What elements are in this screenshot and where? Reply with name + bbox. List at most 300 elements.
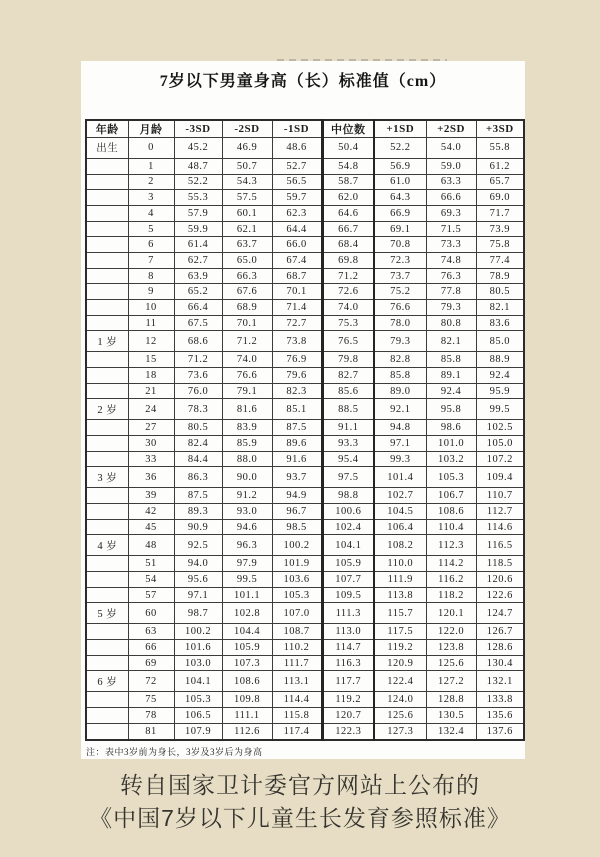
age-cell: 出生 bbox=[86, 138, 128, 159]
value-cell: 57.9 bbox=[174, 205, 222, 221]
document-paper bbox=[81, 61, 525, 759]
age-cell bbox=[86, 315, 128, 331]
value-cell: 89.3 bbox=[174, 504, 222, 520]
value-cell: 89.1 bbox=[426, 368, 476, 384]
value-cell: 95.9 bbox=[476, 383, 524, 399]
age-cell bbox=[86, 300, 128, 316]
table-body bbox=[86, 138, 524, 741]
value-cell: 66.9 bbox=[374, 205, 426, 221]
value-cell: 132.1 bbox=[476, 671, 524, 692]
median-cell: 109.5 bbox=[322, 587, 374, 603]
median-cell: 111.3 bbox=[322, 603, 374, 624]
value-cell: 66.4 bbox=[174, 300, 222, 316]
month-cell: 69 bbox=[128, 655, 174, 671]
value-cell: 112.7 bbox=[476, 504, 524, 520]
value-cell: 61.0 bbox=[374, 174, 426, 190]
table-row bbox=[86, 488, 524, 504]
value-cell: 105.9 bbox=[222, 640, 272, 656]
month-cell: 66 bbox=[128, 640, 174, 656]
table-row bbox=[86, 692, 524, 708]
value-cell: 56.9 bbox=[374, 158, 426, 174]
value-cell: 93.7 bbox=[272, 467, 322, 488]
value-cell: 62.3 bbox=[272, 205, 322, 221]
median-cell: 69.8 bbox=[322, 253, 374, 269]
value-cell: 76.9 bbox=[272, 352, 322, 368]
value-cell: 101.1 bbox=[222, 587, 272, 603]
value-cell: 48.7 bbox=[174, 158, 222, 174]
table-row bbox=[86, 467, 524, 488]
age-cell bbox=[86, 723, 128, 740]
value-cell: 96.7 bbox=[272, 504, 322, 520]
table-row bbox=[86, 655, 524, 671]
value-cell: 52.7 bbox=[272, 158, 322, 174]
value-cell: 94.8 bbox=[374, 420, 426, 436]
age-cell: 2 岁 bbox=[86, 399, 128, 420]
value-cell: 102.8 bbox=[222, 603, 272, 624]
value-cell: 95.8 bbox=[426, 399, 476, 420]
value-cell: 101.9 bbox=[272, 556, 322, 572]
value-cell: 75.2 bbox=[374, 284, 426, 300]
month-cell: 48 bbox=[128, 535, 174, 556]
age-cell bbox=[86, 158, 128, 174]
value-cell: 109.8 bbox=[222, 692, 272, 708]
column-header-plus3sd: +3SD bbox=[476, 120, 524, 138]
value-cell: 56.5 bbox=[272, 174, 322, 190]
table-row bbox=[86, 671, 524, 692]
value-cell: 73.7 bbox=[374, 268, 426, 284]
value-cell: 117.4 bbox=[272, 723, 322, 740]
table-row bbox=[86, 268, 524, 284]
value-cell: 80.5 bbox=[476, 284, 524, 300]
value-cell: 102.5 bbox=[476, 420, 524, 436]
value-cell: 137.6 bbox=[476, 723, 524, 740]
table-row bbox=[86, 504, 524, 520]
value-cell: 72.3 bbox=[374, 253, 426, 269]
value-cell: 59.9 bbox=[174, 221, 222, 237]
value-cell: 91.6 bbox=[272, 451, 322, 467]
month-cell: 10 bbox=[128, 300, 174, 316]
median-cell: 117.7 bbox=[322, 671, 374, 692]
median-cell: 75.3 bbox=[322, 315, 374, 331]
value-cell: 115.8 bbox=[272, 708, 322, 724]
median-cell: 82.7 bbox=[322, 368, 374, 384]
value-cell: 104.4 bbox=[222, 624, 272, 640]
value-cell: 107.3 bbox=[222, 655, 272, 671]
value-cell: 113.1 bbox=[272, 671, 322, 692]
month-cell: 3 bbox=[128, 190, 174, 206]
median-cell: 91.1 bbox=[322, 420, 374, 436]
value-cell: 118.5 bbox=[476, 556, 524, 572]
value-cell: 101.4 bbox=[374, 467, 426, 488]
value-cell: 76.3 bbox=[426, 268, 476, 284]
month-cell: 11 bbox=[128, 315, 174, 331]
month-cell: 24 bbox=[128, 399, 174, 420]
age-cell bbox=[86, 383, 128, 399]
value-cell: 127.3 bbox=[374, 723, 426, 740]
value-cell: 70.1 bbox=[222, 315, 272, 331]
value-cell: 87.5 bbox=[174, 488, 222, 504]
median-cell: 95.4 bbox=[322, 451, 374, 467]
value-cell: 74.0 bbox=[222, 352, 272, 368]
value-cell: 70.8 bbox=[374, 237, 426, 253]
value-cell: 96.3 bbox=[222, 535, 272, 556]
month-cell: 2 bbox=[128, 174, 174, 190]
column-header-minus3sd: -3SD bbox=[174, 120, 222, 138]
value-cell: 67.4 bbox=[272, 253, 322, 269]
value-cell: 100.2 bbox=[174, 624, 222, 640]
value-cell: 77.8 bbox=[426, 284, 476, 300]
month-cell: 72 bbox=[128, 671, 174, 692]
table-title: 7岁以下男童身高（长）标准值（cm） bbox=[159, 73, 447, 90]
table-note: 注：表中3岁前为身长，3岁及3岁后为身高 bbox=[86, 747, 263, 757]
value-cell: 64.4 bbox=[272, 221, 322, 237]
value-cell: 97.1 bbox=[174, 587, 222, 603]
value-cell: 75.8 bbox=[476, 237, 524, 253]
value-cell: 66.0 bbox=[272, 237, 322, 253]
value-cell: 80.5 bbox=[174, 420, 222, 436]
value-cell: 112.6 bbox=[222, 723, 272, 740]
value-cell: 54.0 bbox=[426, 138, 476, 159]
value-cell: 99.5 bbox=[222, 572, 272, 588]
median-cell: 102.4 bbox=[322, 519, 374, 535]
table-row bbox=[86, 708, 524, 724]
age-cell bbox=[86, 352, 128, 368]
value-cell: 85.9 bbox=[222, 436, 272, 452]
value-cell: 106.4 bbox=[374, 519, 426, 535]
value-cell: 79.3 bbox=[374, 331, 426, 352]
column-header-age: 年龄 bbox=[86, 120, 128, 138]
value-cell: 92.4 bbox=[476, 368, 524, 384]
value-cell: 103.0 bbox=[174, 655, 222, 671]
table-row bbox=[86, 331, 524, 352]
median-cell: 98.8 bbox=[322, 488, 374, 504]
table-row bbox=[86, 399, 524, 420]
value-cell: 88.0 bbox=[222, 451, 272, 467]
median-cell: 88.5 bbox=[322, 399, 374, 420]
value-cell: 98.5 bbox=[272, 519, 322, 535]
month-cell: 9 bbox=[128, 284, 174, 300]
value-cell: 114.2 bbox=[426, 556, 476, 572]
age-cell bbox=[86, 174, 128, 190]
value-cell: 78.0 bbox=[374, 315, 426, 331]
value-cell: 103.2 bbox=[426, 451, 476, 467]
value-cell: 114.6 bbox=[476, 519, 524, 535]
age-cell bbox=[86, 556, 128, 572]
value-cell: 114.4 bbox=[272, 692, 322, 708]
value-cell: 68.6 bbox=[174, 331, 222, 352]
value-cell: 67.5 bbox=[174, 315, 222, 331]
median-cell: 104.1 bbox=[322, 535, 374, 556]
median-cell: 114.7 bbox=[322, 640, 374, 656]
value-cell: 67.6 bbox=[222, 284, 272, 300]
table-row bbox=[86, 237, 524, 253]
age-cell bbox=[86, 624, 128, 640]
age-cell bbox=[86, 655, 128, 671]
month-cell: 45 bbox=[128, 519, 174, 535]
median-cell: 120.7 bbox=[322, 708, 374, 724]
value-cell: 79.3 bbox=[426, 300, 476, 316]
value-cell: 68.9 bbox=[222, 300, 272, 316]
value-cell: 120.6 bbox=[476, 572, 524, 588]
value-cell: 71.4 bbox=[272, 300, 322, 316]
table-row bbox=[86, 368, 524, 384]
value-cell: 89.0 bbox=[374, 383, 426, 399]
value-cell: 62.1 bbox=[222, 221, 272, 237]
median-cell: 79.8 bbox=[322, 352, 374, 368]
value-cell: 69.3 bbox=[426, 205, 476, 221]
value-cell: 120.9 bbox=[374, 655, 426, 671]
column-header-month: 月龄 bbox=[128, 120, 174, 138]
median-cell: 100.6 bbox=[322, 504, 374, 520]
value-cell: 108.6 bbox=[222, 671, 272, 692]
value-cell: 71.5 bbox=[426, 221, 476, 237]
value-cell: 63.7 bbox=[222, 237, 272, 253]
month-cell: 75 bbox=[128, 692, 174, 708]
age-cell bbox=[86, 190, 128, 206]
value-cell: 118.2 bbox=[426, 587, 476, 603]
age-cell bbox=[86, 640, 128, 656]
value-cell: 104.5 bbox=[374, 504, 426, 520]
value-cell: 80.8 bbox=[426, 315, 476, 331]
value-cell: 115.7 bbox=[374, 603, 426, 624]
value-cell: 107.0 bbox=[272, 603, 322, 624]
month-cell: 1 bbox=[128, 158, 174, 174]
value-cell: 82.1 bbox=[426, 331, 476, 352]
value-cell: 110.2 bbox=[272, 640, 322, 656]
value-cell: 81.6 bbox=[222, 399, 272, 420]
month-cell: 78 bbox=[128, 708, 174, 724]
value-cell: 82.4 bbox=[174, 436, 222, 452]
month-cell: 57 bbox=[128, 587, 174, 603]
value-cell: 69.0 bbox=[476, 190, 524, 206]
value-cell: 99.5 bbox=[476, 399, 524, 420]
age-cell: 5 岁 bbox=[86, 603, 128, 624]
value-cell: 126.7 bbox=[476, 624, 524, 640]
median-cell: 93.3 bbox=[322, 436, 374, 452]
value-cell: 88.9 bbox=[476, 352, 524, 368]
value-cell: 63.9 bbox=[174, 268, 222, 284]
value-cell: 104.1 bbox=[174, 671, 222, 692]
value-cell: 72.7 bbox=[272, 315, 322, 331]
value-cell: 106.7 bbox=[426, 488, 476, 504]
table-row bbox=[86, 205, 524, 221]
month-cell: 4 bbox=[128, 205, 174, 221]
table-row bbox=[86, 383, 524, 399]
value-cell: 85.1 bbox=[272, 399, 322, 420]
value-cell: 125.6 bbox=[374, 708, 426, 724]
age-cell: 1 岁 bbox=[86, 331, 128, 352]
table-row bbox=[86, 158, 524, 174]
value-cell: 93.0 bbox=[222, 504, 272, 520]
age-cell bbox=[86, 572, 128, 588]
median-cell: 107.7 bbox=[322, 572, 374, 588]
age-cell bbox=[86, 268, 128, 284]
table-row bbox=[86, 221, 524, 237]
value-cell: 79.6 bbox=[272, 368, 322, 384]
age-cell bbox=[86, 692, 128, 708]
value-cell: 116.2 bbox=[426, 572, 476, 588]
value-cell: 106.5 bbox=[174, 708, 222, 724]
caption bbox=[0, 769, 600, 835]
value-cell: 54.3 bbox=[222, 174, 272, 190]
value-cell: 46.9 bbox=[222, 138, 272, 159]
value-cell: 113.8 bbox=[374, 587, 426, 603]
age-cell: 4 岁 bbox=[86, 535, 128, 556]
value-cell: 133.8 bbox=[476, 692, 524, 708]
age-cell bbox=[86, 221, 128, 237]
age-cell: 3 岁 bbox=[86, 467, 128, 488]
value-cell: 69.1 bbox=[374, 221, 426, 237]
median-cell: 54.8 bbox=[322, 158, 374, 174]
value-cell: 85.8 bbox=[374, 368, 426, 384]
median-cell: 97.5 bbox=[322, 467, 374, 488]
value-cell: 91.2 bbox=[222, 488, 272, 504]
value-cell: 108.6 bbox=[426, 504, 476, 520]
table-row bbox=[86, 436, 524, 452]
value-cell: 94.0 bbox=[174, 556, 222, 572]
value-cell: 90.0 bbox=[222, 467, 272, 488]
value-cell: 60.1 bbox=[222, 205, 272, 221]
month-cell: 81 bbox=[128, 723, 174, 740]
value-cell: 119.2 bbox=[374, 640, 426, 656]
value-cell: 128.6 bbox=[476, 640, 524, 656]
month-cell: 54 bbox=[128, 572, 174, 588]
month-cell: 27 bbox=[128, 420, 174, 436]
value-cell: 63.3 bbox=[426, 174, 476, 190]
value-cell: 66.6 bbox=[426, 190, 476, 206]
value-cell: 124.0 bbox=[374, 692, 426, 708]
table-row bbox=[86, 556, 524, 572]
value-cell: 76.0 bbox=[174, 383, 222, 399]
month-cell: 7 bbox=[128, 253, 174, 269]
caption-line-1: 转自国家卫计委官方网站上公布的 bbox=[120, 772, 480, 798]
value-cell: 78.3 bbox=[174, 399, 222, 420]
table-row bbox=[86, 253, 524, 269]
value-cell: 87.5 bbox=[272, 420, 322, 436]
value-cell: 73.9 bbox=[476, 221, 524, 237]
table-row bbox=[86, 603, 524, 624]
value-cell: 108.2 bbox=[374, 535, 426, 556]
table-row bbox=[86, 535, 524, 556]
value-cell: 65.0 bbox=[222, 253, 272, 269]
value-cell: 122.4 bbox=[374, 671, 426, 692]
value-cell: 70.1 bbox=[272, 284, 322, 300]
age-cell: 6 岁 bbox=[86, 671, 128, 692]
value-cell: 94.6 bbox=[222, 519, 272, 535]
age-cell bbox=[86, 488, 128, 504]
value-cell: 55.3 bbox=[174, 190, 222, 206]
value-cell: 107.2 bbox=[476, 451, 524, 467]
value-cell: 73.3 bbox=[426, 237, 476, 253]
median-cell: 85.6 bbox=[322, 383, 374, 399]
median-cell: 105.9 bbox=[322, 556, 374, 572]
value-cell: 110.0 bbox=[374, 556, 426, 572]
value-cell: 65.2 bbox=[174, 284, 222, 300]
table-header-row bbox=[86, 120, 524, 138]
value-cell: 45.2 bbox=[174, 138, 222, 159]
value-cell: 82.3 bbox=[272, 383, 322, 399]
median-cell: 58.7 bbox=[322, 174, 374, 190]
value-cell: 110.7 bbox=[476, 488, 524, 504]
value-cell: 127.2 bbox=[426, 671, 476, 692]
age-cell bbox=[86, 708, 128, 724]
value-cell: 92.5 bbox=[174, 535, 222, 556]
month-cell: 63 bbox=[128, 624, 174, 640]
median-cell: 64.6 bbox=[322, 205, 374, 221]
month-cell: 30 bbox=[128, 436, 174, 452]
column-header-median: 中位数 bbox=[322, 120, 374, 138]
median-cell: 68.4 bbox=[322, 237, 374, 253]
age-cell bbox=[86, 587, 128, 603]
value-cell: 62.7 bbox=[174, 253, 222, 269]
month-cell: 12 bbox=[128, 331, 174, 352]
median-cell: 72.6 bbox=[322, 284, 374, 300]
height-standard-table bbox=[85, 119, 525, 741]
median-cell: 71.2 bbox=[322, 268, 374, 284]
age-cell bbox=[86, 205, 128, 221]
table-row bbox=[86, 138, 524, 159]
caption-line-2: 《中国7岁以下儿童生长发育参照标准》 bbox=[89, 805, 511, 831]
table-row bbox=[86, 451, 524, 467]
age-cell bbox=[86, 237, 128, 253]
value-cell: 59.0 bbox=[426, 158, 476, 174]
value-cell: 65.7 bbox=[476, 174, 524, 190]
value-cell: 122.6 bbox=[476, 587, 524, 603]
column-header-plus1sd: +1SD bbox=[374, 120, 426, 138]
value-cell: 116.5 bbox=[476, 535, 524, 556]
median-cell: 66.7 bbox=[322, 221, 374, 237]
value-cell: 59.7 bbox=[272, 190, 322, 206]
value-cell: 92.1 bbox=[374, 399, 426, 420]
value-cell: 111.9 bbox=[374, 572, 426, 588]
value-cell: 82.1 bbox=[476, 300, 524, 316]
age-cell bbox=[86, 504, 128, 520]
age-cell bbox=[86, 420, 128, 436]
value-cell: 71.2 bbox=[174, 352, 222, 368]
table-row bbox=[86, 624, 524, 640]
value-cell: 98.6 bbox=[426, 420, 476, 436]
table-row bbox=[86, 640, 524, 656]
value-cell: 55.8 bbox=[476, 138, 524, 159]
value-cell: 132.4 bbox=[426, 723, 476, 740]
value-cell: 64.3 bbox=[374, 190, 426, 206]
value-cell: 110.4 bbox=[426, 519, 476, 535]
value-cell: 105.3 bbox=[426, 467, 476, 488]
table-row bbox=[86, 420, 524, 436]
value-cell: 98.7 bbox=[174, 603, 222, 624]
value-cell: 97.1 bbox=[374, 436, 426, 452]
value-cell: 112.3 bbox=[426, 535, 476, 556]
column-header-minus1sd: -1SD bbox=[272, 120, 322, 138]
table-row bbox=[86, 300, 524, 316]
table-row bbox=[86, 587, 524, 603]
value-cell: 90.9 bbox=[174, 519, 222, 535]
month-cell: 39 bbox=[128, 488, 174, 504]
value-cell: 130.4 bbox=[476, 655, 524, 671]
table-row bbox=[86, 519, 524, 535]
value-cell: 107.9 bbox=[174, 723, 222, 740]
median-cell: 122.3 bbox=[322, 723, 374, 740]
value-cell: 84.4 bbox=[174, 451, 222, 467]
month-cell: 18 bbox=[128, 368, 174, 384]
column-header-minus2sd: -2SD bbox=[222, 120, 272, 138]
value-cell: 71.7 bbox=[476, 205, 524, 221]
value-cell: 61.2 bbox=[476, 158, 524, 174]
value-cell: 83.9 bbox=[222, 420, 272, 436]
month-cell: 36 bbox=[128, 467, 174, 488]
value-cell: 124.7 bbox=[476, 603, 524, 624]
value-cell: 61.4 bbox=[174, 237, 222, 253]
